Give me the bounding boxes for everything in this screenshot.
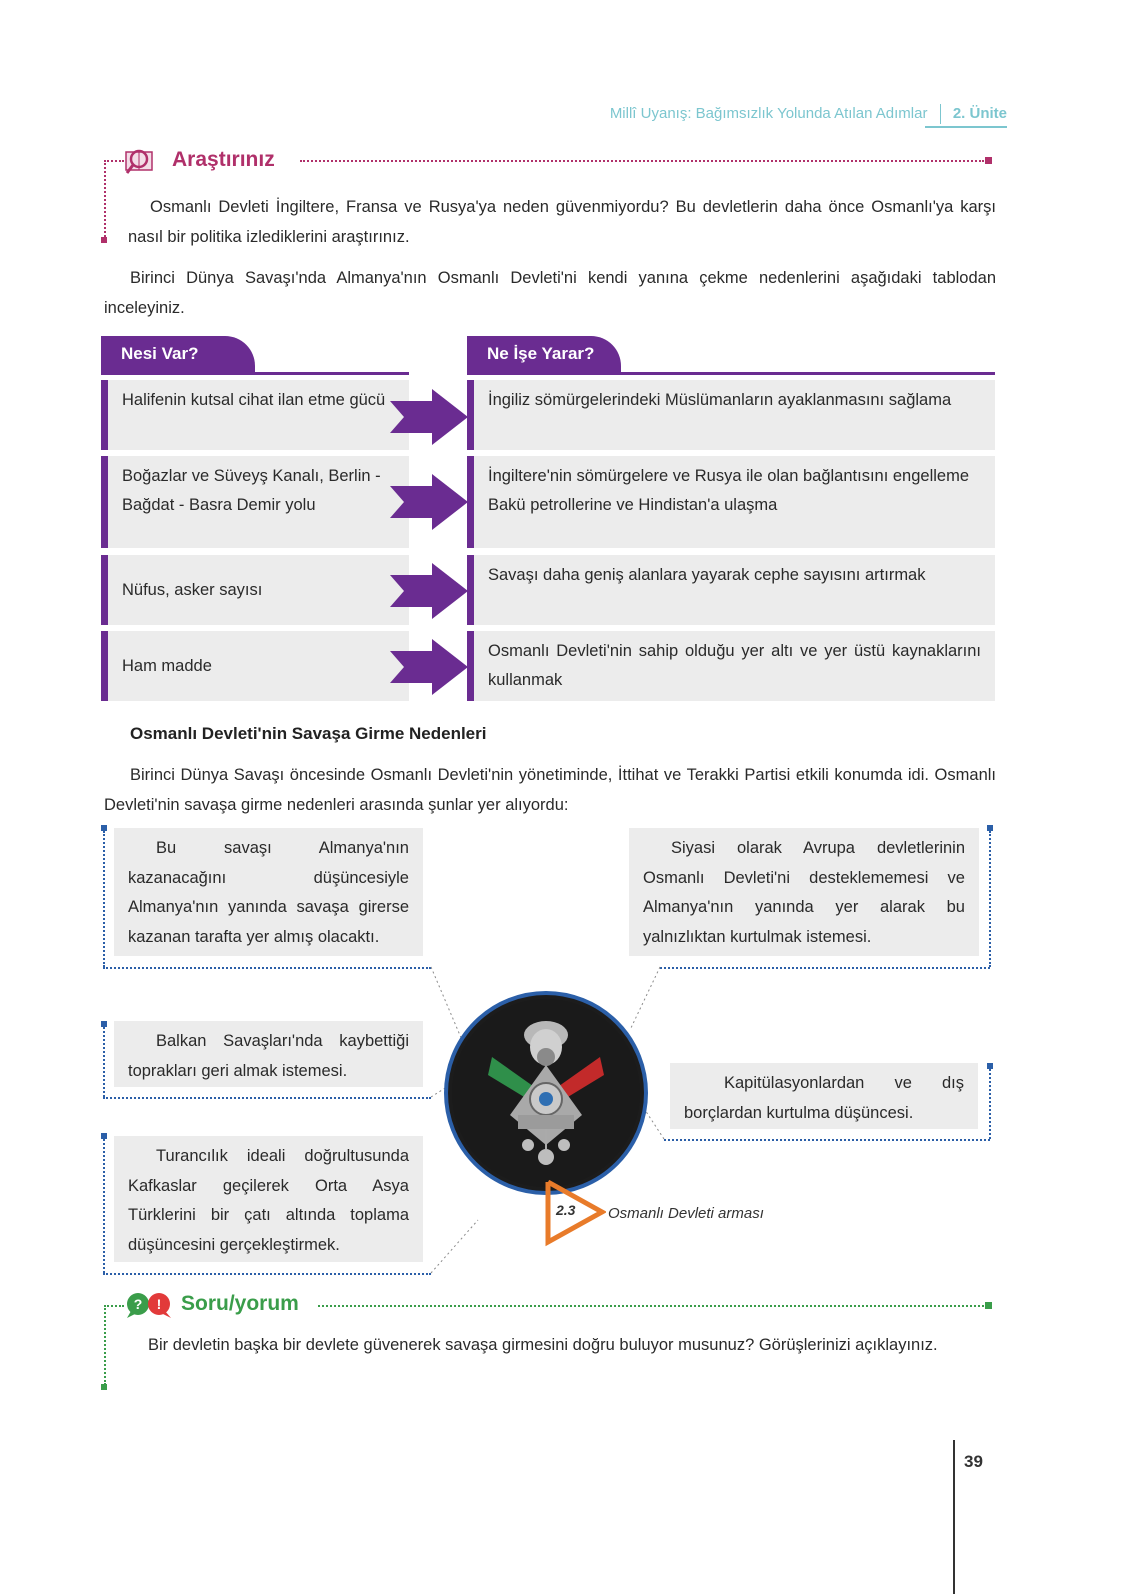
arastiriniz-text: Osmanlı Devleti İngiltere, Fransa ve Rusya'ya neden güvenmiyordu? Bu devletlerin daha önce Osmanlı'ya karşı nasıl bir politika izlediklerini araştırınız.: [128, 198, 996, 246]
arastiriniz-top-border-left: [104, 160, 124, 162]
arastiriniz-title: Araştırınız: [172, 148, 275, 171]
svg-text:!: !: [156, 1296, 162, 1312]
header-separator: [940, 104, 941, 124]
table-row-2-left: Boğazlar ve Süveyş Kanalı, Berlin - Bağdat - Basra Demir yolu: [101, 456, 409, 548]
soru-top-border: [318, 1305, 984, 1307]
table-left-rule: [101, 372, 409, 375]
magnifier-book-icon: [124, 146, 158, 176]
section-paragraph: Birinci Dünya Savaşı öncesinde Osmanlı Devleti'nin yönetiminde, İttihat ve Terakki Partisi etkili konumda idi. Osmanlı Devleti'nin savaşa girme nedenleri arasında şunlar yer alıyordu:: [104, 766, 996, 814]
section-title: Osmanlı Devleti'nin Savaşa Girme Nedenleri: [130, 724, 487, 743]
running-header: [610, 104, 1007, 124]
box-border-bottom: [664, 1139, 990, 1141]
intro-paragraph: Birinci Dünya Savaşı'nda Almanya'nın Osmanlı Devleti'ni kendi yanına çekme nedenlerini aşağıdaki tablodan inceleyiniz.: [104, 269, 996, 317]
box-border-left: [103, 1027, 105, 1097]
table-row-1-right: İngiliz sömürgelerindeki Müslümanların ayaklanmasını sağlama: [467, 380, 995, 450]
ottoman-coat-of-arms-image: [448, 995, 644, 1191]
figure-caption: Osmanlı Devleti arması: [608, 1205, 764, 1222]
svg-text:?: ?: [133, 1296, 143, 1312]
arastiriniz-end-square: [985, 157, 992, 164]
table-row-1-left: Halifenin kutsal cihat ilan etme gücü: [101, 380, 409, 450]
soru-text: Bir devletin başka bir devlete güvenerek savaşa girmesini doğru buluyor musunuz? Görüşlerinizi açıklayınız.: [148, 1336, 938, 1354]
soru-top-border-left: [104, 1305, 124, 1307]
reason-box-1: Bu savaşı Almanya'nın kazanacağını düşüncesiyle Almanya'nın yanında savaşa girerse kazanan tarafta yer almış olacaktı.: [114, 828, 423, 956]
speech-bubbles-icon: [125, 1291, 173, 1319]
table-row-2-right: İngiltere'nin sömürgelere ve Rusya ile olan bağlantısını engelleme Bakü petrollerine ve Hindistan'a ulaşma: [467, 456, 995, 548]
box-border-left: [103, 831, 105, 967]
arrow-right-icon: [390, 389, 470, 445]
arrow-right-icon: [390, 563, 470, 619]
figure-number: 2.3: [556, 1202, 576, 1218]
box-border-bottom: [103, 967, 431, 969]
soru-corner-square: [101, 1384, 107, 1390]
box-border-right: [989, 1069, 991, 1139]
arastiriniz-top-border: [300, 160, 984, 162]
reason-box-2: Siyasi olarak Avrupa devletlerinin Osmanlı Devleti'ni desteklememesi ve Almanya'nın yanında yer alarak bu yalnızlıktan kurtulmak istemesi.: [629, 828, 979, 956]
box-border-bottom: [103, 1273, 431, 1275]
table-left-header: Nesi Var?: [101, 336, 255, 372]
arastiriniz-left-border: [104, 160, 106, 240]
table-row-3-right: Savaşı daha geniş alanlara yayarak cephe sayısını artırmak: [467, 555, 995, 625]
box-border-bottom: [660, 967, 990, 969]
soru-title: Soru/yorum: [181, 1292, 299, 1315]
table-row-4-left: Ham madde: [101, 631, 409, 701]
table-right-rule: [467, 372, 995, 375]
chapter-title: Millî Uyanış: Bağımsızlık Yolunda Atılan Adımlar: [609, 104, 928, 122]
box-border-right: [989, 831, 991, 967]
table-row-3-left: Nüfus, asker sayısı: [101, 555, 409, 625]
reason-box-3: Balkan Savaşları'nda kaybettiği toprakları geri almak istemesi.: [114, 1021, 423, 1087]
soru-left-border: [104, 1305, 106, 1385]
arrow-right-icon: [390, 639, 470, 695]
page-number: 39: [964, 1452, 983, 1471]
header-underline: [925, 126, 1007, 128]
arrow-right-icon: [390, 474, 470, 530]
unit-label: 2. Ünite: [952, 104, 1007, 122]
box-border-bottom: [103, 1097, 431, 1099]
table-row-4-right: Osmanlı Devleti'nin sahip olduğu yer altı ve yer üstü kaynaklarını kullanmak: [467, 631, 995, 701]
reason-box-5: Turancılık ideali doğrultusunda Kafkaslar geçilerek Orta Asya Türklerini bir çatı altında toplama düşüncesini gerçekleştirmek.: [114, 1136, 423, 1262]
table-right-header: Ne İşe Yarar?: [467, 336, 621, 372]
soru-end-square: [985, 1302, 992, 1309]
arastiriniz-corner-square: [101, 237, 107, 243]
page-number-rule: [953, 1440, 955, 1594]
reason-box-4: Kapitülasyonlardan ve dış borçlardan kurtulma düşüncesi.: [670, 1063, 978, 1129]
box-border-left: [103, 1139, 105, 1273]
